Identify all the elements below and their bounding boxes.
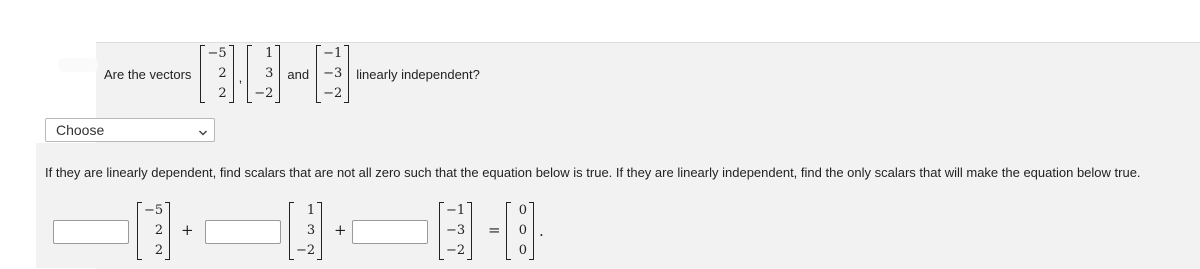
question-prefix: Are the vectors — [104, 66, 192, 82]
vector-entry: −3 — [323, 66, 343, 81]
question-suffix: linearly independent? — [356, 66, 480, 82]
equation-vector-2 — [288, 201, 323, 261]
question-panel-lower — [36, 143, 1200, 268]
question-vector-2 — [246, 44, 281, 104]
instructions-text: If they are linearly dependent, find scalars that are not all zero such that the equation below is true. If they are linearly independent, find the only scalars that will make the equation below true. — [45, 165, 1141, 180]
select-value: Choose — [56, 122, 105, 138]
equation-vector-1 — [136, 201, 171, 261]
vector-entry: 2 — [154, 223, 164, 238]
vector-entry: −2 — [446, 243, 466, 258]
vector-entry: 2 — [154, 243, 164, 258]
decorative-blob — [58, 58, 98, 72]
vector-entry: 0 — [518, 243, 527, 258]
vector-entry: 1 — [265, 46, 274, 61]
vector-entry: −5 — [144, 203, 164, 218]
independence-select[interactable] — [45, 118, 215, 142]
vector-entry: −2 — [254, 86, 274, 101]
chevron-down-icon — [198, 125, 208, 135]
period: . — [539, 222, 544, 240]
vector-entry: 2 — [218, 66, 227, 81]
vector-entry: −1 — [446, 203, 466, 218]
vector-entry: 3 — [265, 66, 274, 81]
plus-sign: + — [181, 221, 194, 239]
equation-vector-3 — [438, 201, 473, 261]
scalar-input-1[interactable] — [53, 220, 129, 244]
scalar-input-3[interactable] — [352, 220, 428, 244]
comma: , — [238, 69, 243, 85]
vector-entry: 3 — [306, 223, 316, 238]
vector-entry: 0 — [518, 203, 527, 218]
and-word: and — [287, 66, 310, 82]
question-vector-3 — [315, 44, 350, 104]
vector-entry: −2 — [296, 243, 316, 258]
vector-entry: 2 — [218, 86, 227, 101]
question-vector-1 — [199, 44, 234, 104]
vector-entry: −3 — [446, 223, 466, 238]
vector-entry: 0 — [518, 223, 527, 238]
vector-entry: −5 — [207, 46, 227, 61]
scalar-input-2[interactable] — [205, 220, 281, 244]
plus-sign: + — [334, 221, 347, 239]
vector-entry: −1 — [323, 46, 343, 61]
zero-vector — [505, 201, 535, 261]
question-sentence — [104, 24, 480, 124]
vector-entry: 1 — [306, 203, 316, 218]
equals-sign: = — [488, 221, 501, 239]
vector-entry: −2 — [323, 86, 343, 101]
